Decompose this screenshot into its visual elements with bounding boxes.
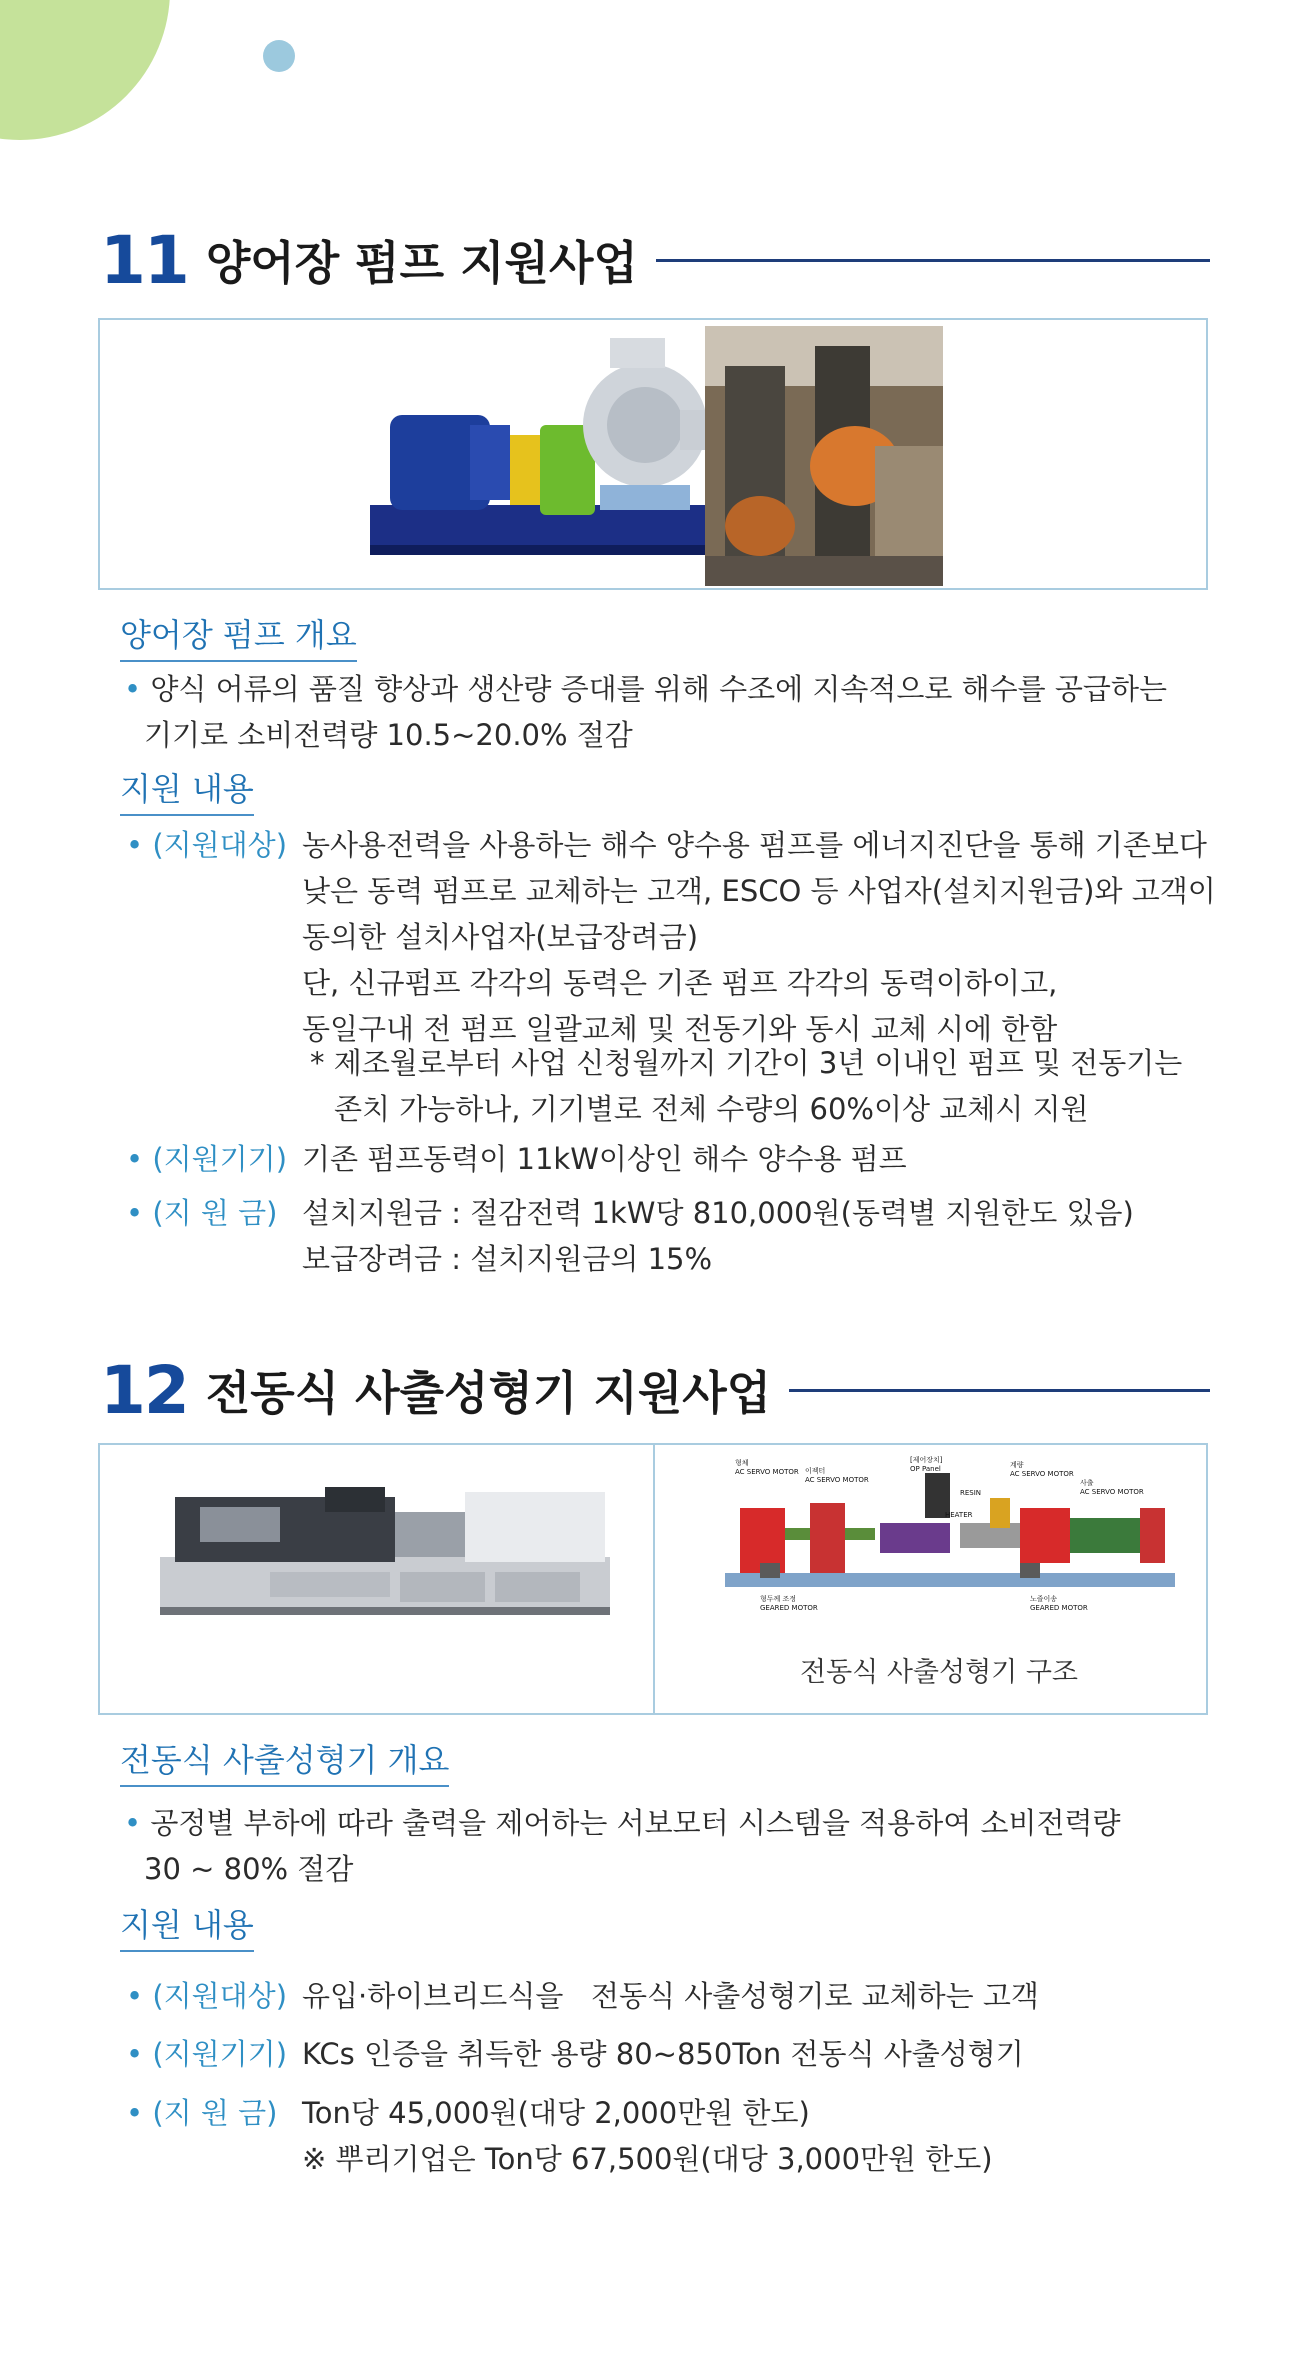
bullet-marker: • [126,1196,144,1230]
amount-label: • (지 원 금) [126,1196,278,1230]
target-label: • (지원대상) [126,1979,288,2013]
target-line-2: 낮은 동력 펌프로 교체하는 고객, ESCO 등 사업자(설치지원금)와 고객이 [302,874,1216,908]
bullet-marker: • [126,2037,144,2071]
bullet-marker: • [124,1806,142,1840]
target-line-1: 농사용전력을 사용하는 해수 양수용 펌프를 에너지진단을 통해 기존보다 [302,828,1207,862]
injection-structure-diagram [720,1453,1180,1623]
diagram-label: AC SERVO MOTOR [1010,1470,1074,1478]
target-line-3: 동의한 설치사업자(보급장려금) [302,920,699,954]
diagram-label: 노즐이송 [1030,1595,1058,1603]
amount-label: • (지 원 금) [126,2096,278,2130]
photo-frame-pump [98,318,1208,590]
equipment-label: • (지원기기) [126,1142,288,1176]
bullet-marker: • [126,2096,144,2130]
diagram-label: AC SERVO MOTOR [805,1476,869,1484]
amount-line-2: 보급장려금 : 설치지원금의 15% [302,1242,713,1276]
section-title: 전동식 사출성형기 지원사업 [205,1366,772,1420]
diagram-label: 형두께 조정 [760,1595,797,1603]
diagram-label: 사출 [1080,1479,1094,1487]
dot-decoration [263,40,295,72]
bullet-marker: • [126,828,144,862]
bullet-marker: • [126,1979,144,2013]
injection-machine-photo [145,1457,615,1617]
pump-photo [360,330,760,580]
amount-line-2: ※ 뿌리기업은 Ton당 67,500원(대당 3,000만원 한도) [302,2142,993,2176]
diagram-label: RESIN [960,1489,982,1497]
photo-frame-injection [98,1443,1208,1715]
note-line-1: * 제조월로부터 사업 신청월까지 기간이 3년 이내인 펌프 및 전동기는 [310,1046,1183,1080]
equipment-label: • (지원기기) [126,2037,288,2071]
target-line-5: 동일구내 전 펌프 일괄교체 및 전동기와 동시 교체 시에 한함 [302,1012,1058,1046]
target-note [310,1040,1210,1132]
section-11-header [100,215,1210,305]
overview-line-2: 기기로 소비전력량 10.5~20.0% 절감 [144,718,633,752]
installed-pump-photo [705,326,943,586]
overview-heading: 전동식 사출성형기 개요 [120,1735,449,1787]
target-line-4: 단, 신규펌프 각각의 동력은 기존 펌프 각각의 동력이하이고, [302,966,1058,1000]
section-number: 12 [100,1351,188,1429]
overview-heading: 양어장 펌프 개요 [120,610,357,662]
diagram-label: AC SERVO MOTOR [1080,1488,1144,1496]
diagram-label: 이젝터 [805,1467,826,1475]
amount-line-1: Ton당 45,000원(대당 2,000만원 한도) [302,2096,810,2130]
bullet-marker: • [124,672,142,706]
diagram-label: HEATER [945,1511,973,1519]
diagram-label: 형체 [735,1459,749,1467]
title-rule [789,1389,1210,1392]
diagram-label: GEARED MOTOR [760,1604,818,1612]
amount-line-1: 설치지원금 : 절감전력 1kW당 810,000원(동력별 지원한도 있음) [302,1196,1134,1230]
support-heading: 지원 내용 [120,1900,254,1952]
overview-line-2: 30 ~ 80% 절감 [144,1852,354,1886]
section-12-header [100,1345,1210,1435]
note-line-2: 존치 가능하나, 기기별로 전체 수량의 60%이상 교체시 지원 [334,1092,1089,1126]
overview-line-1: 양식 어류의 품질 향상과 생산량 증대를 위해 수조에 지속적으로 해수를 공급하는 [150,672,1167,706]
amount-text [302,2090,1202,2182]
section-title: 양어장 펌프 지원사업 [205,236,638,290]
diagram-label: GEARED MOTOR [1030,1604,1088,1612]
overview-line-1: 공정별 부하에 따라 출력을 제어하는 서보모터 시스템을 적용하여 소비전력량 [150,1806,1121,1840]
corner-decoration [0,0,170,140]
equipment-text: 기존 펌프동력이 11kW이상인 해수 양수용 펌프 [302,1142,907,1176]
diagram-caption: 전동식 사출성형기 구조 [800,1657,1078,1688]
overview-text [124,666,1214,758]
diagram-label: AC SERVO MOTOR [735,1468,799,1476]
amount-text [302,1190,1202,1282]
target-text: 유입·하이브리드식을 전동식 사출성형기로 교체하는 고객 [302,1979,1039,2013]
diagram-label: 계량 [1010,1461,1024,1469]
overview-text [124,1800,1214,1892]
diagram-label: OP Panel [910,1465,941,1473]
title-rule [656,259,1210,262]
diagram-label: [제어장치] [910,1456,943,1464]
target-text [302,822,1222,1052]
frame-divider [653,1445,655,1713]
equipment-text: KCs 인증을 취득한 용량 80~850Ton 전동식 사출성형기 [302,2037,1024,2071]
support-heading: 지원 내용 [120,764,254,816]
target-label: • (지원대상) [126,828,288,862]
section-number: 11 [100,221,188,299]
bullet-marker: • [126,1142,144,1176]
